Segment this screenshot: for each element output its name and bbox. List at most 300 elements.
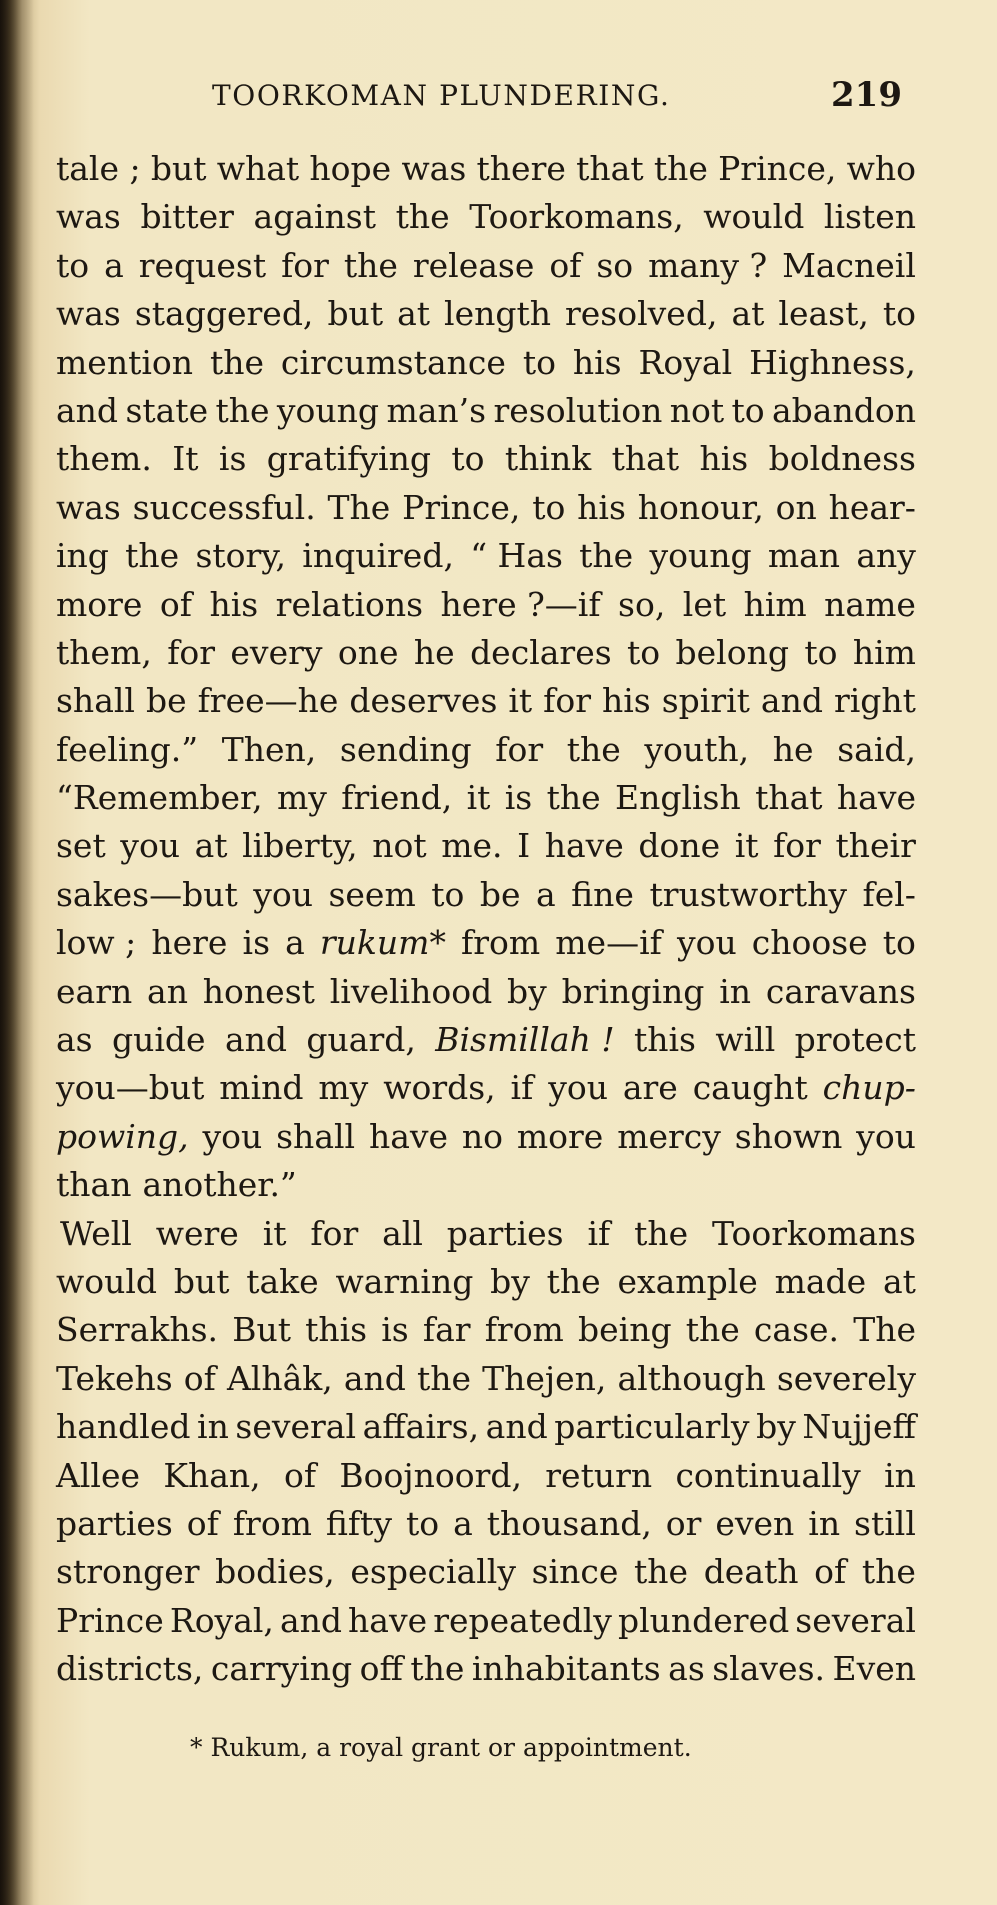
book-gutter-shadow <box>0 0 34 1905</box>
word: them. <box>56 439 152 479</box>
word: handled <box>56 1407 191 1447</box>
word: fel- <box>862 874 916 914</box>
word: to <box>882 294 916 334</box>
word: the <box>395 197 450 237</box>
word: the <box>209 342 264 382</box>
word: man’s <box>386 390 487 430</box>
word: the <box>861 1552 916 1592</box>
word: Tekehs <box>56 1358 173 1398</box>
text-line <box>56 629 916 677</box>
word: mention <box>56 342 194 382</box>
word: Prince, <box>402 487 521 527</box>
word: caravans <box>765 971 916 1011</box>
word: spirit <box>661 681 750 721</box>
word: more <box>56 584 143 624</box>
word: them, <box>56 632 152 672</box>
word: it <box>262 1213 287 1253</box>
word: not <box>372 826 427 866</box>
word: “ Has <box>470 536 563 576</box>
word: inhabitants <box>471 1649 661 1689</box>
word: choose <box>751 923 868 963</box>
word: as <box>668 1649 705 1689</box>
word: is <box>218 439 247 479</box>
word: parties <box>446 1213 564 1253</box>
word: on <box>775 487 817 527</box>
word: repeatedly <box>433 1600 612 1640</box>
word: think <box>504 439 592 479</box>
word: Serrakhs. <box>56 1310 219 1350</box>
word: slaves. <box>712 1649 826 1689</box>
word: to <box>804 632 838 672</box>
text-line <box>56 193 916 241</box>
word: from <box>484 1310 564 1350</box>
word: be <box>145 681 187 721</box>
word: powing, <box>56 1116 189 1156</box>
word: to <box>451 439 485 479</box>
word: especially <box>350 1552 516 1592</box>
word: here <box>151 923 228 963</box>
word: Well <box>60 1213 132 1253</box>
word: his <box>602 681 651 721</box>
word: him <box>852 632 916 672</box>
word: what <box>216 149 300 188</box>
text-line <box>56 1113 916 1161</box>
text-line <box>56 1258 916 1306</box>
word: was <box>56 294 121 334</box>
word: here ?—if <box>440 584 601 624</box>
word: the <box>410 1649 465 1689</box>
word: Alhâk, <box>226 1358 333 1398</box>
running-head <box>212 75 902 119</box>
word: “Remember, <box>56 778 263 818</box>
word: the <box>634 1213 689 1253</box>
word: my <box>318 1068 369 1108</box>
word: was <box>56 197 121 237</box>
word: deserves <box>349 681 498 721</box>
word: his <box>699 439 749 479</box>
word: English <box>614 778 741 818</box>
word: Boojnoord, <box>339 1455 522 1495</box>
word: of <box>186 1503 219 1543</box>
word: the <box>215 390 270 430</box>
word: young <box>649 536 752 576</box>
word: affairs, <box>362 1407 480 1447</box>
word: to <box>431 874 465 914</box>
word: friend, <box>341 778 453 818</box>
word: circumstance <box>280 342 506 382</box>
word: it <box>466 778 491 818</box>
word: an <box>147 971 188 1011</box>
word: this <box>633 1020 696 1060</box>
text-line <box>56 532 916 580</box>
word: hear- <box>828 487 916 527</box>
word: caught <box>692 1068 808 1108</box>
word: would <box>703 197 805 237</box>
text-line <box>56 484 916 532</box>
word: by <box>490 1261 530 1301</box>
word: even <box>715 1503 795 1543</box>
word: or <box>665 1503 702 1543</box>
word: thousand, <box>486 1503 652 1543</box>
word: said, <box>837 729 916 769</box>
text-line <box>56 581 916 629</box>
word: you <box>856 1116 916 1156</box>
word: protect <box>794 1020 916 1060</box>
word: the <box>546 778 601 818</box>
word: and <box>343 1358 406 1398</box>
word: name <box>824 584 916 624</box>
word: and <box>760 681 823 721</box>
text-line <box>56 1452 916 1500</box>
word: ing <box>56 536 109 576</box>
word: return <box>545 1455 653 1495</box>
text-line <box>56 145 916 193</box>
word: low ; <box>56 923 137 963</box>
word: of <box>549 245 582 285</box>
word: for <box>281 245 329 285</box>
word: have <box>368 1116 449 1156</box>
word: every <box>230 632 323 672</box>
word: it <box>508 681 533 721</box>
word: Macneil <box>782 245 916 285</box>
word: a <box>536 874 556 914</box>
word: a <box>104 245 124 285</box>
word: his <box>577 487 626 527</box>
word: there <box>476 149 566 188</box>
word: who <box>846 149 916 188</box>
word: no <box>461 1116 504 1156</box>
word: Thejen, <box>482 1358 607 1398</box>
text-line <box>56 774 916 822</box>
text-line <box>56 242 916 290</box>
word: shall <box>56 681 135 721</box>
word: you <box>202 1116 263 1156</box>
word: off <box>359 1649 403 1689</box>
word: was <box>401 149 467 188</box>
word: that <box>755 778 823 818</box>
word: the <box>579 536 634 576</box>
text-line <box>56 919 916 967</box>
word: in <box>719 971 752 1011</box>
word: listen <box>823 197 916 237</box>
word: for <box>773 826 821 866</box>
word: and <box>279 1600 343 1640</box>
word: although <box>617 1358 766 1398</box>
word: death <box>703 1552 799 1592</box>
word: It <box>172 439 199 479</box>
word: from <box>461 923 541 963</box>
word: declares <box>470 632 612 672</box>
word: free—he <box>197 681 339 721</box>
word: continually <box>675 1455 861 1495</box>
word: for <box>310 1213 359 1253</box>
word: his <box>572 342 622 382</box>
word: several <box>795 1600 916 1640</box>
word: guard, <box>306 1020 416 1060</box>
text-line <box>56 1161 916 1209</box>
word: me—if <box>555 923 662 963</box>
word: a <box>453 1503 473 1543</box>
word: him <box>743 584 807 624</box>
word: of <box>814 1552 847 1592</box>
word: Bismillah ! <box>435 1020 615 1060</box>
text-line <box>56 677 916 725</box>
word: seem <box>328 874 416 914</box>
text-line <box>56 435 916 483</box>
word: for <box>167 632 216 672</box>
word: bitter <box>140 197 234 237</box>
word: and <box>485 1407 548 1447</box>
word: from <box>232 1503 312 1543</box>
word: resolution <box>493 390 663 430</box>
word: let <box>682 584 727 624</box>
word: successful. <box>132 487 316 527</box>
text-line <box>56 290 916 338</box>
word: trustworthy <box>649 874 847 914</box>
text-line <box>56 822 916 870</box>
word: is <box>381 1310 409 1350</box>
word: plundered <box>617 1600 790 1640</box>
word: take <box>246 1261 319 1301</box>
word: request <box>138 245 267 285</box>
word: hope <box>309 149 392 188</box>
word: by <box>507 971 547 1011</box>
word: have <box>544 826 624 866</box>
word: if <box>587 1213 611 1253</box>
word: this <box>305 1310 368 1350</box>
word: so <box>596 245 634 285</box>
word: belong <box>675 632 789 672</box>
word: of <box>183 1358 216 1398</box>
word: the <box>653 149 708 188</box>
text-line <box>56 339 916 387</box>
word: and <box>224 1020 288 1060</box>
text-line <box>56 1548 916 1596</box>
word: the <box>546 1261 601 1301</box>
word: I <box>517 826 531 866</box>
word: feeling.” <box>56 729 199 769</box>
word: have <box>348 1600 428 1640</box>
word: Prince <box>56 1600 164 1640</box>
word: will <box>715 1020 776 1060</box>
text-line <box>56 1355 916 1403</box>
word: inquired, <box>302 536 454 576</box>
word: Even <box>832 1649 916 1689</box>
word: against <box>253 197 377 237</box>
page-number: 219 <box>831 75 902 115</box>
word: at <box>731 294 765 334</box>
word: at <box>194 826 228 866</box>
word: was <box>56 487 121 527</box>
word: But <box>232 1310 291 1350</box>
word: so, <box>618 584 666 624</box>
word: the <box>634 1552 689 1592</box>
word: done <box>638 826 721 866</box>
word: at <box>882 1261 916 1301</box>
word: Royal, <box>169 1600 274 1640</box>
word: Royal <box>638 342 733 382</box>
text-line <box>56 1500 916 1548</box>
word: shown <box>734 1116 843 1156</box>
word: as <box>56 1020 93 1060</box>
word: have <box>836 778 916 818</box>
word: Allee <box>56 1455 140 1495</box>
word: at <box>397 294 431 334</box>
word: being <box>578 1310 672 1350</box>
word: still <box>854 1503 916 1543</box>
word: sakes—but <box>56 874 238 914</box>
word: least, <box>778 294 869 334</box>
word: in <box>197 1407 229 1447</box>
word: of <box>283 1455 317 1495</box>
word: parties <box>56 1503 173 1543</box>
word: if <box>510 1068 534 1108</box>
word: The <box>853 1310 916 1350</box>
word: mind <box>219 1068 304 1108</box>
word: one <box>337 632 399 672</box>
word: made <box>774 1261 867 1301</box>
word: he <box>772 729 814 769</box>
word: state <box>125 390 209 430</box>
text-line <box>56 871 916 919</box>
word: by <box>756 1407 796 1447</box>
body-text <box>56 145 916 1694</box>
text-line <box>56 1210 916 1258</box>
text-line <box>56 968 916 1016</box>
word: rukum* <box>319 923 446 963</box>
word: for <box>495 729 544 769</box>
word: Toorkomans, <box>469 197 684 237</box>
word: many ? <box>648 245 768 285</box>
text-line <box>56 726 916 774</box>
word: to <box>532 487 566 527</box>
word: Nujjeff <box>802 1407 916 1447</box>
word: in <box>808 1503 841 1543</box>
word: man <box>767 536 841 576</box>
text-line <box>56 1016 916 1064</box>
word: guide <box>111 1020 206 1060</box>
word: that <box>611 439 680 479</box>
word: particularly <box>554 1407 750 1447</box>
word: more <box>516 1116 604 1156</box>
word: severely <box>776 1358 916 1398</box>
word: a <box>285 923 305 963</box>
word: is <box>504 778 533 818</box>
word: young <box>276 390 380 430</box>
word: the <box>343 245 398 285</box>
word: story, <box>195 536 287 576</box>
word: Khan, <box>163 1455 261 1495</box>
word: Toorkomans <box>712 1213 916 1253</box>
text-line <box>56 1645 916 1693</box>
word: shall <box>276 1116 356 1156</box>
word: the <box>566 729 621 769</box>
word: he <box>413 632 455 672</box>
text-line <box>56 1403 916 1451</box>
word: than <box>56 1165 132 1205</box>
word: to <box>56 245 90 285</box>
word: that <box>576 149 644 188</box>
word: several <box>235 1407 357 1447</box>
word: in <box>884 1455 916 1495</box>
word: earn <box>56 971 133 1011</box>
word: chup- <box>822 1068 916 1108</box>
word: resolved, <box>565 294 718 334</box>
word: but <box>150 149 207 188</box>
word: the <box>416 1358 472 1398</box>
word: honest <box>202 971 315 1011</box>
word: set <box>56 826 106 866</box>
word: to <box>627 632 661 672</box>
word: bodies, <box>215 1552 335 1592</box>
word: stronger <box>56 1552 200 1592</box>
word: tale ; <box>56 149 141 188</box>
word: to <box>882 923 916 963</box>
word: The <box>327 487 391 527</box>
footnote: * Rukum, a royal grant or appointment. <box>190 1733 692 1762</box>
word: any <box>856 536 916 576</box>
word: far <box>422 1310 471 1350</box>
word: fine <box>571 874 634 914</box>
word: are <box>622 1068 678 1108</box>
word: staggered, <box>134 294 314 334</box>
word: their <box>835 826 916 866</box>
word: his <box>209 584 259 624</box>
word: abandon <box>771 390 916 430</box>
word: fifty <box>325 1503 393 1543</box>
word: you—but <box>56 1068 205 1108</box>
word: right <box>833 681 916 721</box>
word: Prince, <box>718 149 837 188</box>
word: my <box>277 778 327 818</box>
word: release <box>412 245 535 285</box>
word: warning <box>335 1261 474 1301</box>
word: not <box>669 390 725 430</box>
text-line <box>56 1597 916 1645</box>
word: me. <box>441 826 503 866</box>
word: were <box>155 1213 239 1253</box>
word: honour, <box>637 487 764 527</box>
word: carrying <box>210 1649 353 1689</box>
word: to <box>522 342 556 382</box>
word: since <box>531 1552 619 1592</box>
word: boldness <box>768 439 916 479</box>
word: you <box>676 923 737 963</box>
word: length <box>444 294 551 334</box>
word: districts, <box>56 1649 204 1689</box>
word: Highness, <box>749 342 916 382</box>
word: be <box>479 874 521 914</box>
word: Then, <box>221 729 317 769</box>
word: youth, <box>644 729 750 769</box>
word: mercy <box>617 1116 721 1156</box>
word: the <box>685 1310 740 1350</box>
word: you <box>253 874 313 914</box>
word: relations <box>275 584 424 624</box>
word: liberty, <box>242 826 358 866</box>
word: but <box>327 294 384 334</box>
word: words, <box>383 1068 496 1108</box>
word: it <box>734 826 759 866</box>
word: is <box>242 923 271 963</box>
word: livelihood <box>329 971 493 1011</box>
word: but <box>173 1261 230 1301</box>
text-line <box>56 1306 916 1354</box>
word: gratifying <box>266 439 431 479</box>
word: all <box>382 1213 423 1253</box>
running-head-title: TOORKOMAN PLUNDERING. <box>212 79 671 112</box>
word: the <box>125 536 180 576</box>
